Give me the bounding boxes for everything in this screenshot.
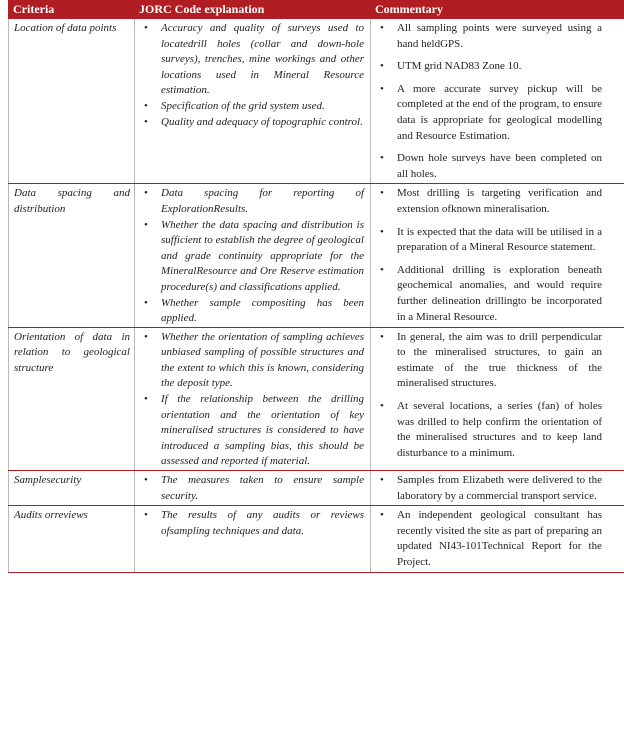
list-item	[137, 473, 364, 504]
commentary-item: A more accurate survey pickup will be completed at the end of the program, to ensure data is appropriate for geological modelling and Resource Estimation.	[397, 82, 602, 142]
bullet-list	[373, 473, 602, 504]
list-item	[373, 473, 602, 504]
list-item	[137, 99, 364, 115]
commentary-item: It is expected that the data will be utilised in a preparation of a Mineral Resource statement.	[397, 225, 602, 254]
bullet-list	[137, 21, 364, 130]
commentary-item: At several locations, a series (fan) of holes was drilled to help confirm the orientation of the mineralised structures and to keep land disturbance to a minimum.	[397, 400, 602, 459]
bullet-icon: •	[380, 400, 384, 413]
commentary-cell	[371, 471, 624, 506]
list-item	[373, 508, 602, 570]
explanation-item: The measures taken to ensure sample security.	[161, 474, 364, 502]
bullet-list	[373, 186, 602, 325]
bullet-list	[137, 508, 364, 539]
table-row	[9, 327, 624, 470]
list-item	[373, 399, 602, 461]
bullet-icon: •	[144, 115, 148, 128]
bullet-icon: •	[144, 393, 148, 406]
commentary-item: UTM grid NAD83 Zone 10.	[397, 60, 522, 73]
list-item	[137, 296, 364, 327]
bullet-icon: •	[380, 60, 384, 73]
bullet-list	[137, 330, 364, 470]
bullet-icon: •	[144, 22, 148, 34]
list-item	[373, 59, 602, 75]
header-commentary: Commentary	[371, 1, 624, 19]
bullet-icon: •	[380, 187, 384, 200]
bullet-list	[137, 186, 364, 326]
bullet-list	[373, 508, 602, 570]
explanation-item: Data spacing for reporting of ExplorationResults.	[161, 187, 364, 215]
explanation-cell	[135, 327, 371, 470]
commentary-item: In general, the aim was to drill perpendicular to the mineralised structures, to gain an estimate of the true thickness of the mineralised structures.	[397, 330, 602, 390]
list-item	[137, 218, 364, 296]
explanation-item: The results of any audits or reviews ofsampling techniques and data.	[161, 509, 364, 537]
table-row	[9, 184, 624, 327]
list-item	[373, 82, 602, 144]
bullet-icon: •	[144, 330, 148, 343]
bullet-icon: •	[380, 263, 384, 276]
bullet-icon: •	[144, 474, 148, 487]
bullet-icon: •	[144, 296, 148, 309]
bullet-icon: •	[144, 509, 148, 522]
commentary-item: Samples from Elizabeth were delivered to the laboratory by a commercial transport service.	[397, 474, 602, 502]
table-row	[9, 19, 624, 184]
bullet-icon: •	[380, 225, 384, 238]
explanation-item: If the relationship between the drilling orientation and the orientation of key mineralised structures is considered to have introduced a sampling bias, this should be assessed and reported if material.	[161, 393, 364, 468]
commentary-cell	[371, 19, 624, 184]
bullet-icon: •	[380, 509, 384, 522]
commentary-item: An independent geological consultant has recently visited the site as part of preparing an updated NI43-101Technical Report for the Project.	[397, 509, 602, 568]
commentary-cell	[371, 506, 624, 572]
list-item	[137, 330, 364, 392]
bullet-icon: •	[380, 22, 384, 34]
list-item	[137, 186, 364, 217]
list-item	[373, 151, 602, 182]
criteria-cell: Data spacing and distribution	[9, 184, 135, 327]
criteria-cell: Audits orreviews	[9, 506, 135, 572]
list-item	[137, 21, 364, 99]
explanation-item: Quality and adequacy of topographic control.	[161, 115, 363, 128]
explanation-item: Whether the orientation of sampling achieves unbiased sampling of possible structures and the extent to which this is known, considering the deposit type.	[161, 330, 364, 390]
explanation-cell	[135, 19, 371, 184]
bullet-icon: •	[144, 218, 148, 231]
jorc-table	[8, 0, 624, 573]
criteria-cell: Orientation of data in relation to geological structure	[9, 327, 135, 470]
list-item	[373, 186, 602, 217]
explanation-item: Whether the data spacing and distribution is sufficient to establish the degree of geological and grade continuity appropriate for the MineralResource and Ore Reserve estimation procedure(s) and classifications applied.	[161, 218, 364, 293]
list-item	[137, 115, 364, 131]
list-item	[373, 21, 602, 52]
bullet-list	[137, 473, 364, 504]
table-header-row	[9, 1, 624, 19]
criteria-cell: Location of data points	[9, 19, 135, 184]
list-item	[137, 392, 364, 470]
bullet-list	[373, 330, 602, 462]
header-criteria: Criteria	[9, 1, 135, 19]
explanation-cell	[135, 471, 371, 506]
list-item	[373, 225, 602, 256]
table-row	[9, 471, 624, 506]
commentary-item: Most drilling is targeting verification and extension ofknown mineralisation.	[397, 187, 602, 215]
list-item	[373, 330, 602, 392]
explanation-item: Specification of the grid system used.	[161, 99, 325, 112]
list-item	[373, 263, 602, 325]
table-row	[9, 506, 624, 572]
commentary-item: Down hole surveys have been completed on all holes.	[397, 152, 602, 180]
bullet-icon: •	[144, 99, 148, 112]
bullet-list	[373, 21, 602, 182]
bullet-icon: •	[380, 152, 384, 165]
bullet-icon: •	[380, 330, 384, 343]
commentary-cell	[371, 184, 624, 327]
header-explanation: JORC Code explanation	[135, 1, 371, 19]
explanation-item: Accuracy and quality of surveys used to locatedrill holes (collar and down-hole surveys), trenches, mine workings and other locations used in Mineral Resource estimation.	[161, 22, 364, 97]
bullet-icon: •	[144, 187, 148, 200]
commentary-cell	[371, 327, 624, 470]
explanation-item: Whether sample compositing has been applied.	[161, 296, 364, 325]
list-item	[137, 508, 364, 539]
explanation-cell	[135, 184, 371, 327]
criteria-cell: Samplesecurity	[9, 471, 135, 506]
explanation-cell	[135, 506, 371, 572]
bullet-icon: •	[380, 474, 384, 487]
bullet-icon: •	[380, 82, 384, 95]
commentary-item: All sampling points were surveyed using a hand heldGPS.	[397, 22, 602, 50]
commentary-item: Additional drilling is exploration beneath geochemical anomalies, and would require further delineation drillingto be incorporated in a Mineral Resource.	[397, 263, 602, 323]
